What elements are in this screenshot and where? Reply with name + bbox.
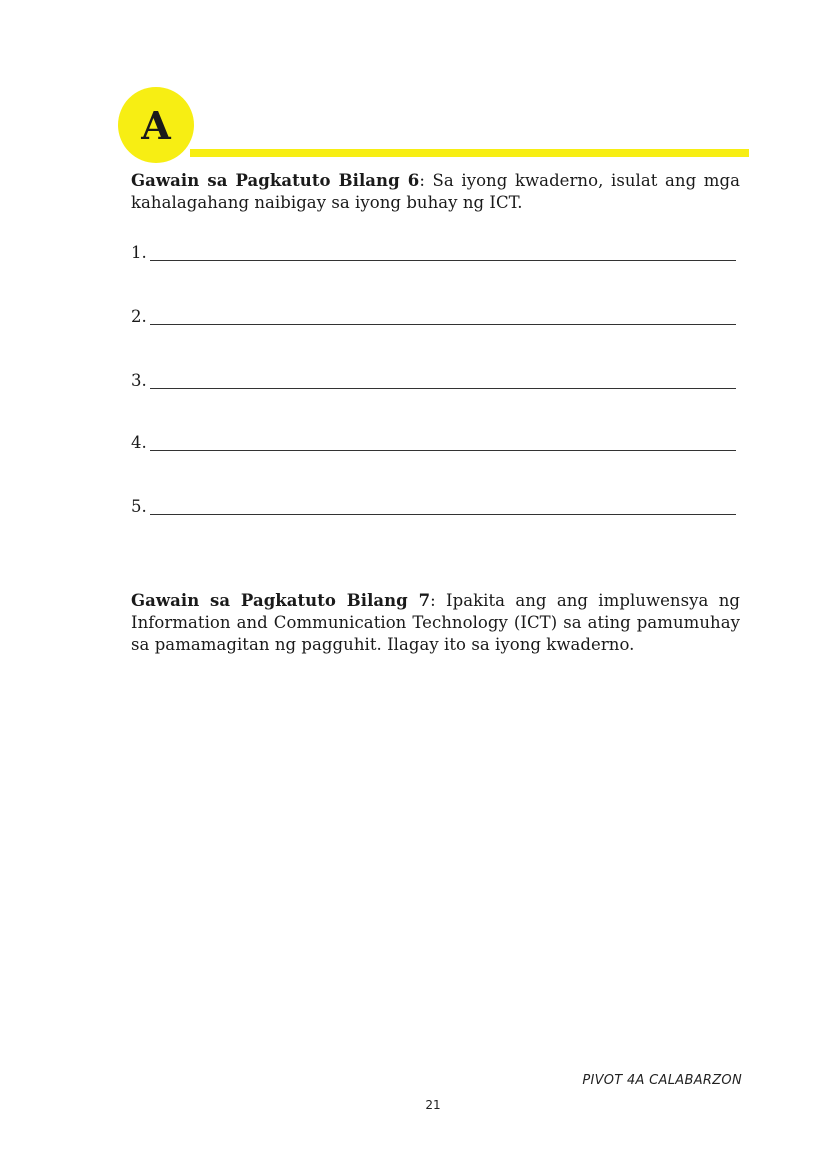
answer-number: 4. bbox=[131, 433, 147, 452]
page-number: 21 bbox=[425, 1098, 441, 1112]
answer-line-1[interactable] bbox=[131, 240, 736, 262]
answer-number: 5. bbox=[131, 497, 147, 516]
answer-line-5[interactable] bbox=[131, 494, 736, 516]
activity-7-title: Gawain sa Pagkatuto Bilang 7 bbox=[131, 591, 431, 610]
answer-blank[interactable] bbox=[150, 246, 736, 261]
answer-blank[interactable] bbox=[150, 374, 736, 389]
footer-brand: PIVOT 4A CALABARZON bbox=[582, 1073, 742, 1088]
activity-6-title: Gawain sa Pagkatuto Bilang 6 bbox=[131, 171, 420, 190]
answer-blank[interactable] bbox=[150, 500, 736, 515]
answer-number: 1. bbox=[131, 243, 147, 262]
activity-6-text: : Sa iyong kwaderno, isulat ang mga kahalagahang naibigay sa iyong buhay ng ICT. bbox=[131, 171, 740, 212]
activity-7-instructions bbox=[131, 590, 740, 656]
answer-blank[interactable] bbox=[150, 436, 736, 451]
activity-7-text: : Ipakita ang ang impluwensya ng Information and Communication Technology (ICT) sa ating pamumuhay sa pamamagitan ng pagguhit. Ilagay ito sa iyong kwaderno. bbox=[131, 591, 740, 654]
answer-number: 3. bbox=[131, 371, 147, 390]
answer-line-4[interactable] bbox=[131, 430, 736, 452]
answer-blank[interactable] bbox=[150, 310, 736, 325]
section-badge bbox=[118, 87, 194, 163]
answer-line-3[interactable] bbox=[131, 368, 736, 390]
answer-number: 2. bbox=[131, 307, 147, 326]
section-letter: A bbox=[141, 103, 171, 148]
section-divider-bar bbox=[190, 149, 749, 157]
answer-line-2[interactable] bbox=[131, 304, 736, 326]
activity-6-instructions bbox=[131, 170, 740, 214]
